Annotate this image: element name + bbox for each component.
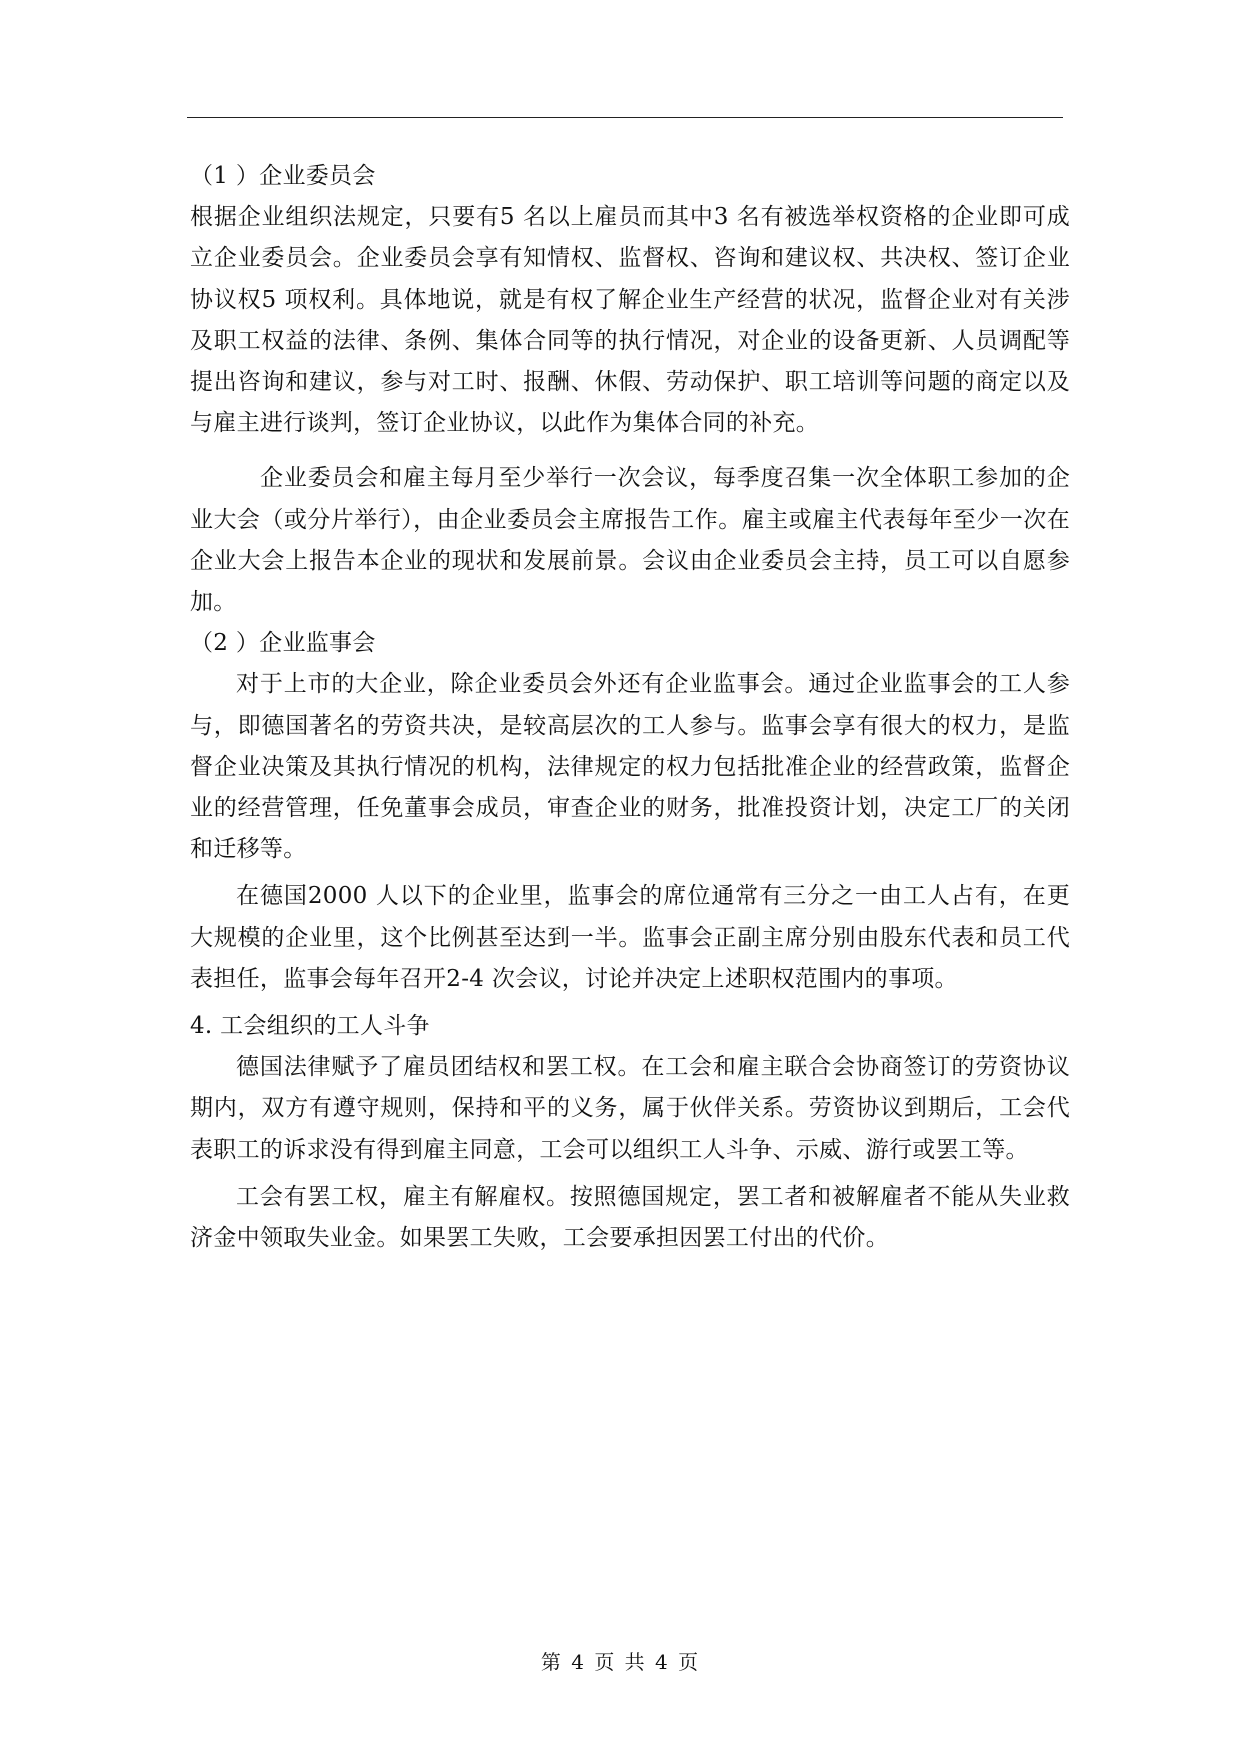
header-rule [187,117,1063,118]
section-heading-works-council: （1 ）企业委员会 [190,163,376,189]
document-body [190,156,1070,1259]
paragraph-supervisory-board-seats: 在德国2000 人以下的企业里，监事会的席位通常有三分之一由工人占有，在更大规模的企业里，这个比例甚至达到一半。监事会正副主席分别由股东代表和员工代表担任，监事会每年召开2-4 次会议，讨论并决定上述职权范围内的事项。 [190,883,1070,992]
paragraph-supervisory-board-powers: 对于上市的大企业，除企业委员会外还有企业监事会。通过企业监事会的工人参与，即德国著名的劳资共决，是较高层次的工人参与。监事会享有很大的权力，是监督企业决策及其执行情况的机构，法律规定的权力包括批准企业的经营政策，监督企业的经营管理，任免董事会成员，审查企业的财务，批准投资计划，决定工厂的关闭和迁移等。 [190,671,1070,863]
page-number-label: 第 4 页 共 4 页 [540,1650,701,1674]
paragraph-strike-consequences: 工会有罢工权，雇主有解雇权。按照德国规定，罢工者和被解雇者不能从失业救济金中领取失业金。如果罢工失败，工会要承担因罢工付出的代价。 [190,1183,1070,1252]
paragraph-union-strike-rights: 德国法律赋予了雇员团结权和罢工权。在工会和雇主联合会协商签订的劳资协议期内，双方有遵守规则，保持和平的义务，属于伙伴关系。劳资协议到期后，工会代表职工的诉求没有得到雇主同意，工会可以组织工人斗争、示威、游行或罢工等。 [190,1054,1070,1163]
section-heading-union-struggle: 4. 工会组织的工人斗争 [190,1013,430,1040]
section-heading-supervisory-board: （2 ）企业监事会 [190,630,376,657]
paragraph-works-council-meetings: 企业委员会和雇主每月至少举行一次会议，每季度召集一次全体职工参加的企业大会（或分片举行），由企业委员会主席报告工作。雇主或雇主代表每年至少一次在企业大会上报告本企业的现状和发展前景。会议由企业委员会主持，员工可以自愿参加。 [190,465,1070,616]
paragraph-works-council-rights: 根据企业组织法规定，只要有5 名以上雇员而其中3 名有被选举权资格的企业即可成立企业委员会。企业委员会享有知情权、监督权、咨询和建议权、共决权、签订企业协议权5 项权利。具体地说，就是有权了解企业生产经营的状况，监督企业对有关涉及职工权益的法律、条例、集体合同等的执行情况，对企业的设备更新、人员调配等提出咨询和建议，参与对工时、报酬、休假、劳动保护、职工培训等问题的商定以及与雇主进行谈判，签订企业协议，以此作为集体合同的补充。 [190,204,1070,437]
page-footer [0,1646,1241,1675]
